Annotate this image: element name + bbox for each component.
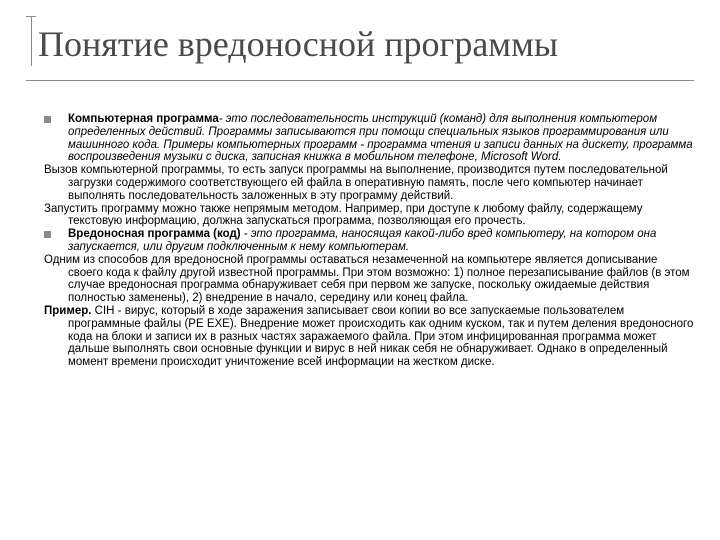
definition-computer-program: - это последовательность инструкций (команд) для выполнения компьютером определенных действий. Программы записываются при помощи специальных языков программирования или машинного кода. Примеры компьютерных программ - программа чтения и записи данных на дискету, программа воспроизведения музыки с диска, записная книжка в мобильном телефоне, Microsoft Word. (68, 113, 693, 164)
paragraph-example-cih (44, 305, 694, 369)
definition-malware: - это программа, наносящая какой-либо вред компьютеру, на котором она запускается, или другим подключенным к нему компьютерам. (68, 228, 657, 253)
paragraph-malware (44, 228, 694, 254)
paragraph-computer-program (44, 113, 694, 164)
example-text: CIH - вирус, который в ходе заражения записывает свои копии во все запускаемые пользователем программные файлы (PE EXE). Внедрение может происходить как одним куском, так и путем деления вредоносного кода на блоки и записи их в разных частях заражаемого файла. При этом инфицированная программа может дальше выполнять свои основные функции и вирус в ней никак себя не обнаруживает. Однако в определенный момент времени происходит уничтожение всей информации на жестком диске. (68, 304, 694, 369)
frame-rule-vertical (31, 16, 32, 66)
paragraph-program-call: Вызов компьютерной программы, то есть запуск программы на выполнение, производится путем последовательной загрузки содержимого соответствующего ей файла в оперативную память, после чего компьютер начинает выполнять последовательность заложенных в эту программу действий. (44, 164, 668, 202)
paragraph-hiding-methods: Одним из способов для вредоносной программы оставаться незамеченной на компьютере является дописывание своего кода к файлу другой известной программы. При этом возможно: 1) полное перезаписывание файлов (в этом случае вредоносная программа обнаруживает себя при первом же запуске, поскольку ожидаемые действия полностью заменены), 2) внедрение в начало, середину или конец файла. (44, 253, 690, 305)
term-computer-program: Компьютерная программа (68, 113, 219, 125)
slide-content (44, 113, 694, 369)
square-bullet-icon (44, 231, 51, 238)
frame-rule-horizontal (26, 80, 694, 81)
square-bullet-icon (44, 116, 51, 123)
paragraph-indirect-launch: Запустить программу можно также непрямым методом. Например, при доступе к любому файлу, содержащему текстовую информацию, должна запускаться программа, позволяющая его прочесть. (44, 202, 643, 228)
term-malware: Вредоносная программа (код) (68, 228, 241, 241)
slide-title: Понятие вредоносной программы (38, 24, 559, 64)
term-example: Пример. (44, 304, 92, 317)
